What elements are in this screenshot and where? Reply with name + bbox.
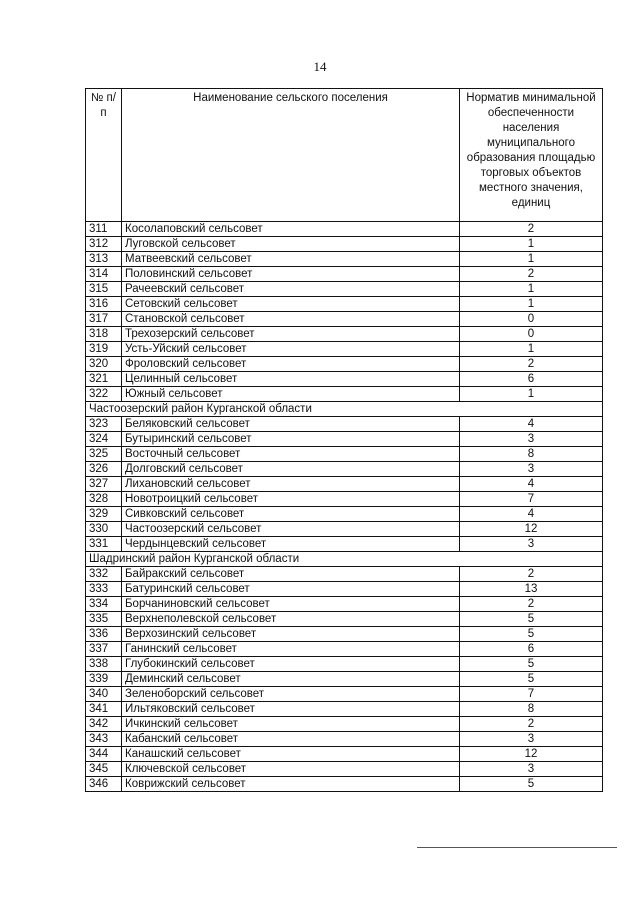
norm-value: 1 xyxy=(460,297,603,312)
row-number: 330 xyxy=(86,522,122,537)
table-body xyxy=(86,222,603,792)
table-row xyxy=(86,357,603,372)
norm-value: 3 xyxy=(460,762,603,777)
norm-value: 1 xyxy=(460,387,603,402)
row-number: 318 xyxy=(86,327,122,342)
norm-value: 2 xyxy=(460,222,603,237)
norm-value: 5 xyxy=(460,657,603,672)
norm-value: 1 xyxy=(460,252,603,267)
row-number: 339 xyxy=(86,672,122,687)
settlement-name: Долговский сельсовет xyxy=(122,462,460,477)
settlement-name: Лихановский сельсовет xyxy=(122,477,460,492)
settlement-name: Байракский сельсовет xyxy=(122,567,460,582)
norm-value: 6 xyxy=(460,642,603,657)
district-row xyxy=(86,552,603,567)
row-number: 328 xyxy=(86,492,122,507)
settlement-name: Зеленоборский сельсовет xyxy=(122,687,460,702)
row-number: 315 xyxy=(86,282,122,297)
settlement-name: Беляковский сельсовет xyxy=(122,417,460,432)
table-header-row xyxy=(86,89,603,222)
settlement-name: Верхозинский сельсовет xyxy=(122,627,460,642)
norm-value: 4 xyxy=(460,417,603,432)
settlement-name: Половинский сельсовет xyxy=(122,267,460,282)
table-row xyxy=(86,222,603,237)
table-row xyxy=(86,342,603,357)
row-number: 329 xyxy=(86,507,122,522)
settlement-name: Ильтяковский сельсовет xyxy=(122,702,460,717)
norm-value: 12 xyxy=(460,522,603,537)
row-number: 311 xyxy=(86,222,122,237)
table-row xyxy=(86,702,603,717)
table-row xyxy=(86,582,603,597)
table-row xyxy=(86,522,603,537)
settlement-name: Фроловский сельсовет xyxy=(122,357,460,372)
header-norm: Норматив минимальной обеспеченности населения муниципального образования площадью торговых объектов местного значения, единиц xyxy=(460,89,603,222)
settlement-name: Верхнеполевской сельсовет xyxy=(122,612,460,627)
settlement-name: Частоозерский сельсовет xyxy=(122,522,460,537)
table-row xyxy=(86,417,603,432)
table-row xyxy=(86,612,603,627)
table-row xyxy=(86,267,603,282)
settlement-name: Бутыринский сельсовет xyxy=(122,432,460,447)
settlement-name: Глубокинский сельсовет xyxy=(122,657,460,672)
norm-value: 2 xyxy=(460,717,603,732)
table-row xyxy=(86,387,603,402)
settlement-name: Рачеевский сельсовет xyxy=(122,282,460,297)
norm-value: 2 xyxy=(460,267,603,282)
row-number: 322 xyxy=(86,387,122,402)
norm-value: 7 xyxy=(460,492,603,507)
settlement-name: Трехозерский сельсовет xyxy=(122,327,460,342)
norm-value: 3 xyxy=(460,462,603,477)
table-row xyxy=(86,507,603,522)
settlement-name: Сивковский сельсовет xyxy=(122,507,460,522)
row-number: 320 xyxy=(86,357,122,372)
norm-value: 13 xyxy=(460,582,603,597)
settlement-name: Батуринский сельсовет xyxy=(122,582,460,597)
table-row xyxy=(86,297,603,312)
norm-value: 5 xyxy=(460,612,603,627)
norm-value: 4 xyxy=(460,477,603,492)
settlement-name: Матвеевский сельсовет xyxy=(122,252,460,267)
norm-value: 5 xyxy=(460,777,603,792)
norm-value: 6 xyxy=(460,372,603,387)
table-row xyxy=(86,762,603,777)
norm-value: 0 xyxy=(460,327,603,342)
table-row xyxy=(86,642,603,657)
norm-value: 2 xyxy=(460,597,603,612)
row-number: 345 xyxy=(86,762,122,777)
norm-value: 3 xyxy=(460,432,603,447)
row-number: 325 xyxy=(86,447,122,462)
table-row xyxy=(86,567,603,582)
settlement-name: Косолаповский сельсовет xyxy=(122,222,460,237)
table-row xyxy=(86,477,603,492)
table-row xyxy=(86,717,603,732)
row-number: 334 xyxy=(86,597,122,612)
table-row xyxy=(86,627,603,642)
row-number: 312 xyxy=(86,237,122,252)
settlement-name: Становской сельсовет xyxy=(122,312,460,327)
row-number: 332 xyxy=(86,567,122,582)
table-row xyxy=(86,537,603,552)
table-row xyxy=(86,327,603,342)
row-number: 331 xyxy=(86,537,122,552)
settlement-name: Целинный сельсовет xyxy=(122,372,460,387)
table-row xyxy=(86,672,603,687)
row-number: 319 xyxy=(86,342,122,357)
table-row xyxy=(86,252,603,267)
norm-value: 1 xyxy=(460,282,603,297)
row-number: 337 xyxy=(86,642,122,657)
norm-value: 2 xyxy=(460,567,603,582)
table-row xyxy=(86,492,603,507)
table-row xyxy=(86,447,603,462)
table-row xyxy=(86,732,603,747)
settlements-table xyxy=(85,88,603,792)
row-number: 333 xyxy=(86,582,122,597)
settlement-name: Усть-Уйский сельсовет xyxy=(122,342,460,357)
row-number: 335 xyxy=(86,612,122,627)
row-number: 344 xyxy=(86,747,122,762)
table-row xyxy=(86,747,603,762)
row-number: 323 xyxy=(86,417,122,432)
row-number: 314 xyxy=(86,267,122,282)
norm-value: 7 xyxy=(460,687,603,702)
row-number: 313 xyxy=(86,252,122,267)
norm-value: 3 xyxy=(460,732,603,747)
table-row xyxy=(86,372,603,387)
table-row xyxy=(86,597,603,612)
row-number: 324 xyxy=(86,432,122,447)
row-number: 326 xyxy=(86,462,122,477)
settlement-name: Коврижский сельсовет xyxy=(122,777,460,792)
table-row xyxy=(86,657,603,672)
table-row xyxy=(86,462,603,477)
row-number: 338 xyxy=(86,657,122,672)
settlement-name: Ключевской сельсовет xyxy=(122,762,460,777)
row-number: 336 xyxy=(86,627,122,642)
row-number: 341 xyxy=(86,702,122,717)
header-num: № п/п xyxy=(86,89,122,222)
district-name: Шадринский район Курганской области xyxy=(86,552,603,567)
settlement-name: Ганинский сельсовет xyxy=(122,642,460,657)
norm-value: 2 xyxy=(460,357,603,372)
settlement-name: Кабанский сельсовет xyxy=(122,732,460,747)
settlement-name: Южный сельсовет xyxy=(122,387,460,402)
norm-value: 8 xyxy=(460,702,603,717)
footer-rule xyxy=(417,847,617,848)
settlement-name: Деминский сельсовет xyxy=(122,672,460,687)
norm-value: 12 xyxy=(460,747,603,762)
norm-value: 1 xyxy=(460,342,603,357)
row-number: 340 xyxy=(86,687,122,702)
settlement-name: Луговской сельсовет xyxy=(122,237,460,252)
table-row xyxy=(86,237,603,252)
norm-value: 8 xyxy=(460,447,603,462)
row-number: 342 xyxy=(86,717,122,732)
norm-value: 4 xyxy=(460,507,603,522)
settlement-name: Восточный сельсовет xyxy=(122,447,460,462)
table-row xyxy=(86,687,603,702)
row-number: 346 xyxy=(86,777,122,792)
row-number: 321 xyxy=(86,372,122,387)
norm-value: 3 xyxy=(460,537,603,552)
row-number: 343 xyxy=(86,732,122,747)
page-number: 14 xyxy=(313,59,327,74)
table-row xyxy=(86,777,603,792)
settlement-name: Новотроицкий сельсовет xyxy=(122,492,460,507)
settlement-name: Борчаниновский сельсовет xyxy=(122,597,460,612)
table-row xyxy=(86,312,603,327)
header-name: Наименование сельского поселения xyxy=(122,89,460,222)
row-number: 316 xyxy=(86,297,122,312)
row-number: 327 xyxy=(86,477,122,492)
district-row xyxy=(86,402,603,417)
norm-value: 0 xyxy=(460,312,603,327)
table-row xyxy=(86,282,603,297)
settlement-name: Сетовский сельсовет xyxy=(122,297,460,312)
norm-value: 5 xyxy=(460,672,603,687)
settlement-name: Ичкинский сельсовет xyxy=(122,717,460,732)
settlement-name: Чердынцевский сельсовет xyxy=(122,537,460,552)
settlement-name: Канашский сельсовет xyxy=(122,747,460,762)
district-name: Частоозерский район Курганской области xyxy=(86,402,603,417)
table-row xyxy=(86,432,603,447)
norm-value: 5 xyxy=(460,627,603,642)
norm-value: 1 xyxy=(460,237,603,252)
row-number: 317 xyxy=(86,312,122,327)
